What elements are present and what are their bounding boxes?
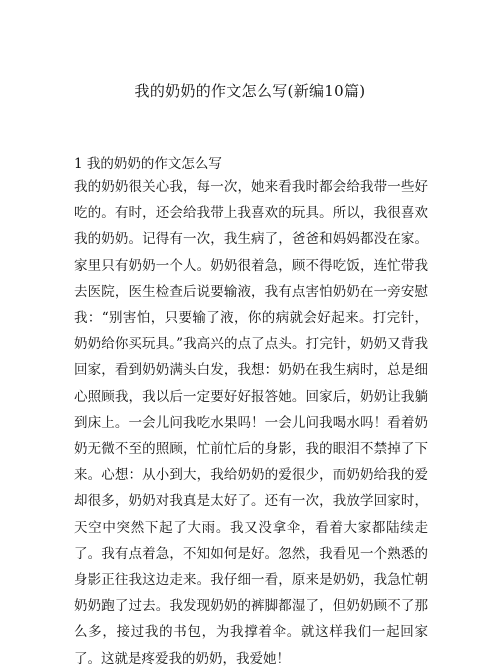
section-heading: 1 我的奶奶的作文怎么写: [74, 156, 222, 172]
document-title: 我的奶奶的作文怎么写(新编10篇): [134, 82, 366, 100]
section-body-paragraph: 我的奶奶很关心我，每一次，她来看我时都会给我带一些好吃的。有时，还会给我带上我喜欢的玩具。所以，我很喜欢我的奶奶。记得有一次，我生病了，爸爸和妈妈都没在家。家里只有奶奶一个人。奶奶很着急，顾不得吃饭，连忙带我去医院，医生检查后说要输液，我有点害怕奶奶在一旁安慰我：“别害怕，只要输了液，你的病就会好起来。打完针，奶奶给你买玩具。”我高兴的点了点头。打完针，奶奶又背我回家，看到奶奶满头白发，我想：奶奶在我生病时，总是细心照顾我，我以后一定要好好报答她。回家后，奶奶让我躺到床上。一会儿问我吃水果吗！一会儿问我喝水吗！看着奶奶无微不至的照顾，忙前忙后的身影，我的眼泪不禁掉了下来。心想：从小到大，我给奶奶的爱很少，而奶奶给我的爱却很多，奶奶对我真是太好了。还有一次，我放学回家时，天空中突然下起了大雨。我又没拿伞，看着大家都陆续走了。我有点着急，不知如何是好。忽然，我看见一个熟悉的身影正往我这边走来。我仔细一看，原来是奶奶，我急忙朝奶奶跑了过去。我发现奶奶的裤脚都湿了，但奶奶顾不了那么多，接过我的书包，为我撑着伞。就这样我们一起回家了。这就是疼爱我的奶奶，我爱她！: [74, 179, 428, 667]
